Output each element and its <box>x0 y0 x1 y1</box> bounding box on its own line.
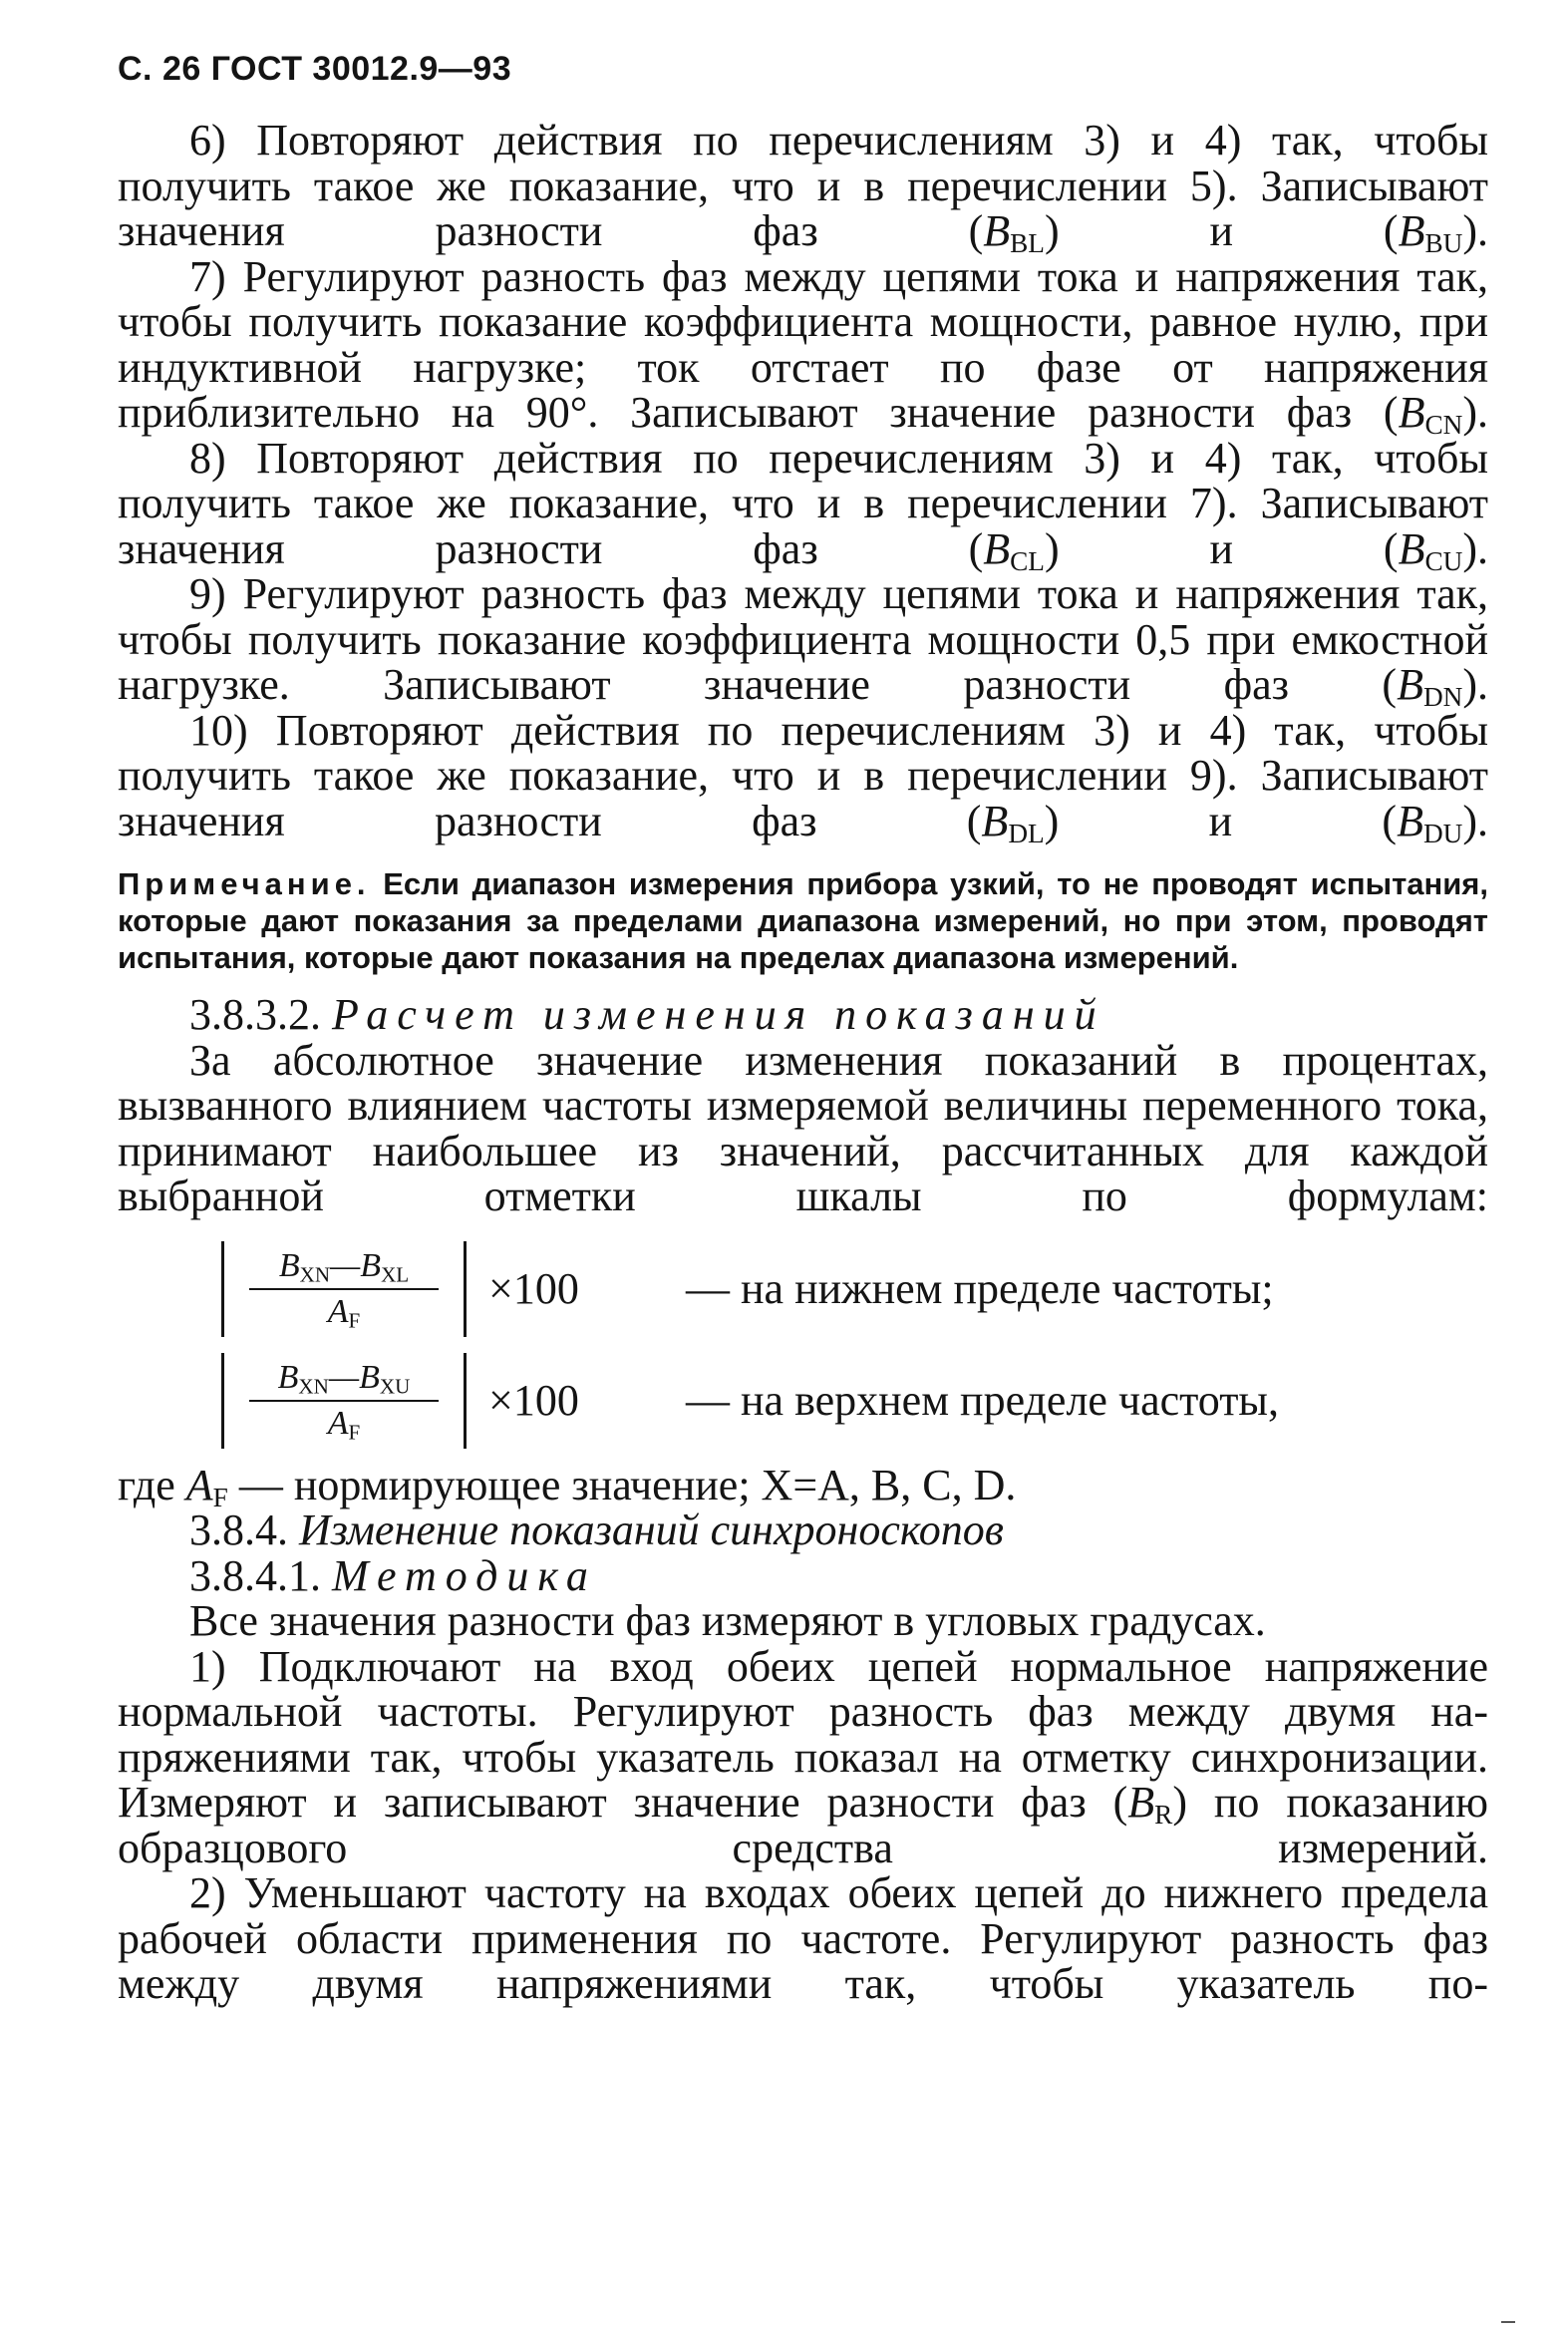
section-title: Расчет изменения показаний <box>332 990 1105 1039</box>
phase-units-line: Все значения разности фаз измеряют в угловых градусах. <box>189 1596 1266 1645</box>
times-100: ×100 <box>488 1264 579 1313</box>
abs-fraction <box>221 1241 467 1337</box>
paragraph-10: 10) Повторяют действия по перечислениям 3) и 4) так, чтобы получить такое же показание, что и в перечислении 9). Записывают значения разности фаз $(B_{DL})$ и $(B_{DU})$. <box>118 705 1488 848</box>
formula-row-upper <box>118 1345 1488 1457</box>
page-body <box>118 118 1488 2007</box>
section-number: 3.8.3.2. <box>189 990 321 1039</box>
step-1: 1) Подключают на вход обеих цепей нормальное напряжение нормальной частоты. Регулируют разность фаз между двумя напряжениями так, чтобы указатель показал на отметку синхронизации. Измеряют и записывают значение разности фаз $(B_R)$ по показанию образцового средства измерений. <box>118 1641 1488 1872</box>
section-3-8-4-1-heading <box>118 1550 1488 1600</box>
page-header: С. 26 ГОСТ 30012.9—93 <box>118 50 512 88</box>
formula-block <box>118 1233 1488 1457</box>
fraction-denominator: $A_F$ <box>327 1404 361 1444</box>
paragraph-8: 8) Повторяют действия по перечислениям 3) и 4) так, чтобы получить такое же показание, что и в перечислении 7). Записывают значения разности фаз $(B_{CL})$ и $(B_{CU})$. <box>118 433 1488 576</box>
section-3-8-3-2-heading <box>118 992 1488 1038</box>
fraction-bar <box>249 1288 439 1290</box>
step-2: 2) Уменьшают частоту на входах обеих цепей до нижнего предела рабочей области применения по частоте. Регулируют разность фаз между двумя напряжениями так, чтобы указатель по- <box>118 1868 1488 2008</box>
times-100: ×100 <box>488 1376 579 1425</box>
section-title: Методика <box>332 1550 597 1600</box>
formula-description: — на нижнем пределе частоты; <box>686 1264 1274 1313</box>
fraction-numerator: $B_{XN}—B_{XL}$ <box>278 1246 410 1286</box>
fraction-numerator: $B_{XN}—B_{XU}$ <box>277 1358 411 1398</box>
formula-description: — на верхнем пределе частоты, <box>686 1376 1279 1425</box>
fraction-bar <box>249 1400 439 1402</box>
section-title: Изменение показаний синхроноскопов <box>299 1505 1004 1554</box>
formula-intro: За абсолютное значение изменения показаний в процентах, вызванного влиянием частоты измеряемой величины переменного тока, принимают наибольшее из значений, рассчитанных для каждой выбранной отметки шкалы по формулам: <box>118 1035 1488 1220</box>
note-paragraph <box>118 865 1488 976</box>
note-text: Если диапазон измерения прибора узкий, то не проводят испытания, которые дают показания за пределами диапазона измерений, но при этом, проводят испытания, которые дают показания на пределах диапазона измерений. <box>118 866 1488 975</box>
section-number: 3.8.4.1. <box>189 1550 321 1600</box>
formula-row-lower <box>118 1233 1488 1345</box>
paragraph-9: 9) Регулируют разность фаз между цепями тока и напряжения так, чтобы получить показание коэффициента мощности 0,5 при емкостной нагрузке. Записывают значение разности фаз $(B_{DN})$. <box>118 569 1488 712</box>
note-label: Примечание. <box>118 866 371 901</box>
paragraph-7: 7) Регулируют разность фаз между цепями тока и напряжения так, чтобы получить показание коэффициента мощности, равное нулю, при индуктивной нагрузке; ток отстает по фазе от напряжения приблизительно на 90°. Записывают значение разности фаз $(B_{CN})$. <box>118 251 1488 440</box>
section-3-8-4-heading <box>118 1507 1488 1553</box>
page-corner-mark <box>1501 2321 1515 2323</box>
fraction-denominator: $A_F$ <box>327 1292 361 1332</box>
where-line: где $A_F$ — нормирующее значение; X=A, B, C, D. <box>118 1460 1017 1512</box>
section-number: 3.8.4. <box>189 1505 288 1554</box>
paragraph-6: 6) Повторяют действия по перечислениям 3) и 4) так, чтобы получить такое же показание, что и в перечислении 5). Записывают значения разности фаз $(B_{BL})$ и $(B_{BU})$. <box>118 116 1488 258</box>
abs-fraction <box>221 1353 467 1449</box>
